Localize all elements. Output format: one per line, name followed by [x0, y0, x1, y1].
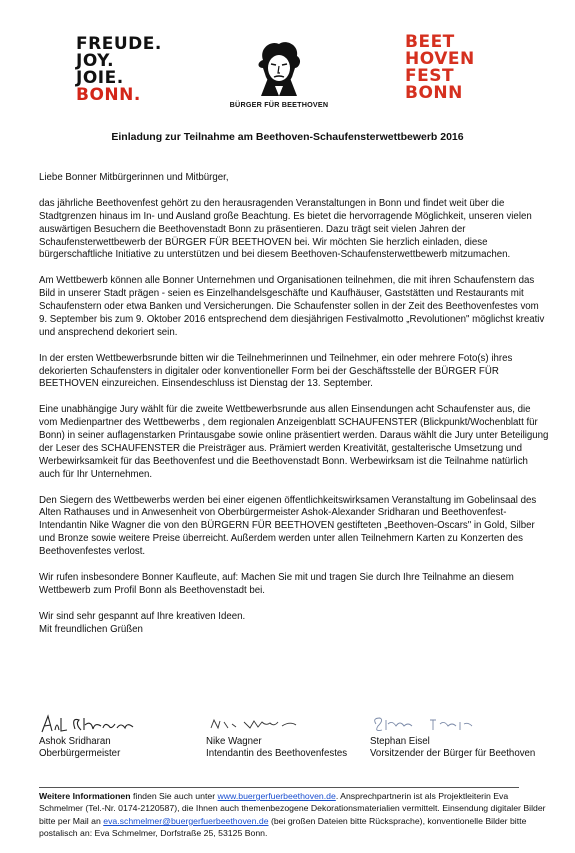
paragraph-3: In der ersten Wettbewerbsrunde bitten wir die Teilnehmerinnen und Teilnehmer, ein oder mehrere Foto(s) ihres dekorierten Schaufensters in digitaler oder konventioneller Form bei der Geschäftsstelle der BÜRGER FÜR BEETHOVEN einzureichen. Einsendeschluss ist Dienstag der 13. September.	[39, 352, 513, 390]
footer-info	[39, 790, 549, 840]
email-link[interactable]: eva.schmelmer@buergerfuerbeethoven.de	[103, 815, 269, 826]
signatory-2	[206, 712, 347, 761]
footer-text-2: . Ansprechpartnerin ist als Projektleiterin Eva Schmelmer (Tel.-Nr. 0174-2120587), die Ihnen auch themenbezogene Dekorationsmaterialien vermittelt. Einsendung digitaler Bilder bitte per Mail an	[39, 791, 546, 826]
letter-body	[39, 172, 549, 637]
logo-left-line-2: JOY.	[76, 51, 115, 71]
footer-text-3: (bei großen Dateien bitte Rücksprache), konventionelle Bilder bitte postalisch an: Eva Schmelmer, Dorfstraße 25, 53125 Bonn.	[39, 815, 527, 839]
footer-label: Weitere Informationen	[39, 791, 131, 801]
signatory-1-role: Oberbürgermeister	[39, 748, 121, 760]
signatory-1	[39, 712, 139, 761]
signatory-3	[370, 712, 535, 761]
closing-line-2: Mit freundlichen Grüßen	[39, 623, 143, 635]
signatory-2-name: Nike Wagner	[206, 736, 262, 747]
beethoven-portrait-icon	[249, 38, 309, 98]
paragraph-1: das jährliche Beethovenfest gehört zu den herausragenden Veranstaltungen in Bonn und findet weit über die Stadtgrenzen hinaus im In- und Ausland große Beachtung. Es bietet die hervorragende Möglichkeit, unseren vielen auswärtigen Besuchern die Beethovenstadt Bonn zu präsentieren. Dazu trägt seit vielen Jahren der Schaufensterwettbewerb der BÜRGER FÜR BEETHOVEN bei. Wir möchten Sie herzlich einladen, diese bürgerschaftliche Initiative zu unterstützen und bei diesem Beethoven-Schaufensterwettbewerb mitzumachen.	[39, 197, 532, 261]
logo-left-line-1: FREUDE.	[76, 34, 162, 54]
buerger-fuer-beethoven-logo	[220, 38, 338, 109]
signatory-3-name: Stephan Eisel	[370, 736, 430, 747]
letter-title: Einladung zur Teilnahme am Beethoven-Schaufensterwettbewerb 2016	[111, 131, 464, 143]
logo-right-line-4: BONN	[405, 83, 463, 103]
signature-sridharan-icon	[39, 712, 139, 736]
signature-block	[39, 712, 559, 772]
logo-right-line-2: HOVEN	[405, 49, 475, 69]
signature-eisel-icon	[370, 712, 480, 736]
logo-center-caption: BÜRGER FÜR BEETHOVEN	[229, 100, 329, 109]
signatory-1-name: Ashok Sridharan	[39, 736, 111, 747]
website-link[interactable]: www.buergerfuerbeethoven.de	[217, 791, 336, 801]
logo-right-line-1: BEET	[405, 32, 455, 52]
signatory-3-role: Vorsitzender der Bürger für Beethoven	[370, 748, 536, 760]
freude-joy-joie-bonn-logo	[76, 36, 162, 104]
beethovenfest-bonn-logo	[405, 34, 475, 102]
footer-text-1: finden Sie auch unter	[130, 791, 218, 801]
salutation: Liebe Bonner Mitbürgerinnen und Mitbürger,	[39, 172, 229, 183]
logo-left-line-4: BONN.	[76, 85, 141, 105]
logo-left-line-3: JOIE.	[76, 68, 124, 88]
paragraph-5: Den Siegern des Wettbewerbs werden bei einer eigenen öffentlichkeitswirksamen Veranstaltung im Gobelinsaal des Alten Rathauses und in Anwesenheit von Oberbürgermeister Ashok-Alexander Sridharan und Beethovenfest-Intendantin Nike Wagner die von den BÜRGERN FÜR BEETHOVEN gestifteten „Beethoven-Oscars" in Gold, Silber und Bronze sowie weitere Preise überreicht. Außerdem werden unter allen Teilnehmern Karten zu Konzerten des Beethovenfestes verlost.	[39, 494, 537, 558]
logo-right-line-3: FEST	[405, 66, 455, 86]
signatory-2-role: Intendantin des Beethovenfestes	[206, 748, 348, 760]
paragraph-4: Eine unabhängige Jury wählt für die zweite Wettbewerbsrunde aus allen Einsendungen acht Schaufenster aus, die vom Medienpartner des Wettbewerbs , dem regionalen Anzeigenblatt SCHAUFENSTER (Blickpunkt/Wochenblatt für Bonn) in seiner auflagenstarken Printausgabe sowie online präsentiert werden. Daraus wählt die Jury unter Beteiligung der Leser des SCHAUFENSTER die Preisträger aus. Prämiert werden Kreativität, gestalterische Umsetzung und Werbewirksamkeit für das Beethovenfest und die Beethovenstadt Bonn. Werbewirksam ist die Teilnahme natürlich auch für Ihr Unternehmen.	[39, 404, 549, 480]
footer-divider	[39, 787, 519, 788]
paragraph-6: Wir rufen insbesondere Bonner Kaufleute, auf: Machen Sie mit und tragen Sie durch Ihre Teilnahme an diesem Wettbewerb zum Profil Bonn als Beethovenstadt bei.	[39, 572, 514, 596]
signature-wagner-icon	[206, 712, 306, 736]
paragraph-2: Am Wettbewerb können alle Bonner Unternehmen und Organisationen teilnehmen, die mit ihren Schaufenstern das Bild in unserer Stadt prägen - seien es Einzelhandelsgeschäfte und Kaufhäuser, Gaststätten und Restaurants mit Schaufenstern oder etwa Banken und Versicherungen. Die Schaufenster sollen in der Zeit des Beethovenfestes vom 9. September bis zum 9. Oktober 2016 entsprechend dem diesjährigen Festivalmotto „Revolutionen" möglichst kreativ und ansprechend dekoriert sein.	[39, 275, 545, 338]
closing-line-1: Wir sind sehr gespannt auf Ihre kreativen Ideen.	[39, 610, 246, 622]
